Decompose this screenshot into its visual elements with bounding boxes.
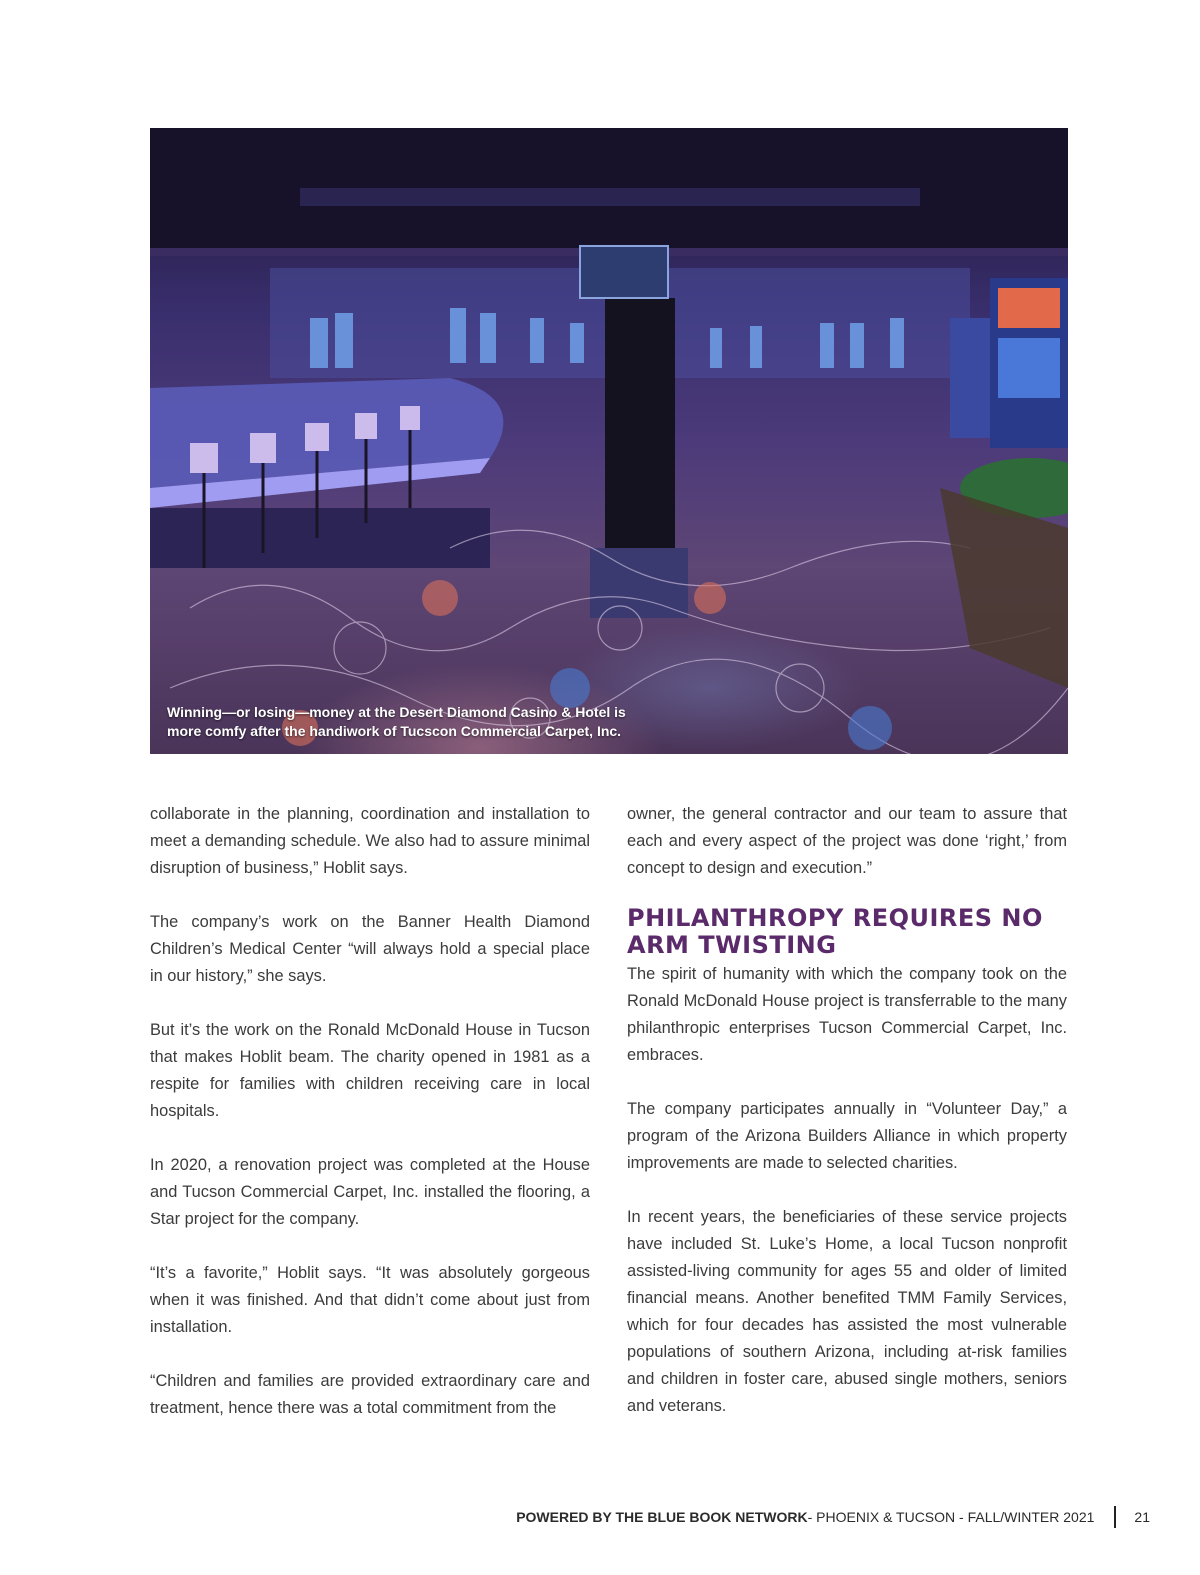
body-paragraph: collaborate in the planning, coordination and installation to meet a demanding schedule. We also had to assure minimal disruption of business,” Hoblit says. xyxy=(150,805,590,877)
section-heading-line-2: ARM TWISTING xyxy=(627,931,837,959)
body-paragraph: But it’s the work on the Ronald McDonald House in Tucson that makes Hoblit beam. The charity opened in 1981 as a respite for families with children receiving care in local hospitals. xyxy=(150,1021,590,1120)
caption-line-1: Winning—or losing—money at the Desert Diamond Casino & Hotel is xyxy=(167,704,626,720)
footer-divider xyxy=(1114,1506,1116,1528)
caption-line-2: more comfy after the handiwork of Tucscon Commercial Carpet, Inc. xyxy=(167,723,622,739)
casino-illustration xyxy=(150,128,1068,754)
page-number: 21 xyxy=(1134,1509,1150,1525)
section-heading-line-1: PHILANTHROPY REQUIRES NO xyxy=(627,904,1043,932)
casino-photo xyxy=(150,128,1068,754)
footer-brand: POWERED BY THE BLUE BOOK NETWORK xyxy=(516,1509,808,1525)
section-heading xyxy=(627,905,1067,959)
photo-caption xyxy=(167,703,687,741)
body-paragraph: “Children and families are provided extraordinary care and treatment, hence there was a total commitment from the xyxy=(150,1372,590,1417)
footer-edition: - PHOENIX & TUCSON - FALL/WINTER 2021 xyxy=(807,1509,1095,1525)
body-paragraph: “It’s a favorite,” Hoblit says. “It was absolutely gorgeous when it was finished. And that didn’t come about just from installation. xyxy=(150,1264,590,1336)
body-paragraph: In recent years, the beneficiaries of these service projects have included St. Luke’s Home, a local Tucson nonprofit assisted-living community for ages 55 and older of limited financial means. Another benefited TMM Family Services, which for four decades has assisted the most vulnerable populations of southern Arizona, including at-risk families and children in foster care, abused single mothers, seniors and veterans. xyxy=(627,1208,1067,1415)
body-paragraph: The company’s work on the Banner Health Diamond Children’s Medical Center “will always hold a special place in our history,” she says. xyxy=(150,913,590,985)
page-footer xyxy=(516,1506,1150,1528)
left-column xyxy=(150,801,590,1422)
body-paragraph: The company participates annually in “Volunteer Day,” a program of the Arizona Builders Alliance in which property improvements are made to selected charities. xyxy=(627,1100,1067,1172)
right-column xyxy=(627,801,1067,1420)
body-paragraph: The spirit of humanity with which the company took on the Ronald McDonald House project is transferrable to the many philanthropic enterprises Tucson Commercial Carpet, Inc. embraces. xyxy=(627,965,1067,1064)
body-paragraph: owner, the general contractor and our team to assure that each and every aspect of the project was done ‘right,’ from concept to design and execution.” xyxy=(627,805,1067,877)
body-paragraph: In 2020, a renovation project was completed at the House and Tucson Commercial Carpet, Inc. installed the flooring, a Star project for the company. xyxy=(150,1156,590,1228)
